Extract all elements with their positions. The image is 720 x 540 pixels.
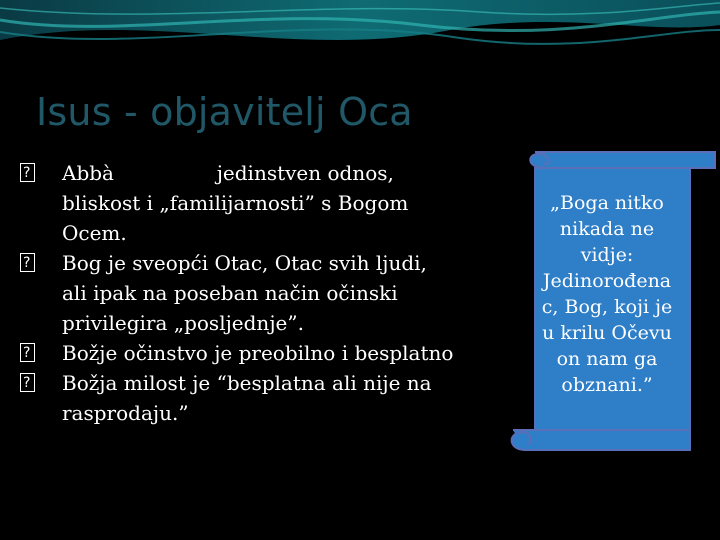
bullet-list	[20, 158, 530, 428]
quote-line: on nam ga	[556, 348, 658, 370]
quote-line: vidje:	[580, 244, 634, 266]
bullet-abba-line2: bliskost i „familijarnosti” s Bogom	[62, 191, 409, 215]
bullet-marker-icon	[20, 163, 35, 182]
abba-word: Abbà	[62, 161, 114, 185]
quote-line: u krilu Očevu	[542, 322, 672, 344]
quote-line: nikada ne	[559, 218, 655, 240]
scroll-quote	[532, 190, 682, 398]
bullet-abba	[20, 158, 530, 248]
bullet-abba-rest: jedinstven odnos,	[216, 161, 394, 185]
bullet-father	[20, 248, 530, 338]
bullet-marker-icon	[20, 373, 35, 392]
bullet-father-line2: ali ipak na poseban način očinski	[62, 281, 398, 305]
bullet-fatherhood-line1: Božje očinstvo je preobilno i besplatno	[62, 341, 454, 365]
quote-line: c, Bog, koji je	[541, 296, 673, 318]
bullet-marker-icon	[20, 343, 35, 362]
bullet-marker-icon	[20, 253, 35, 272]
bullet-fatherhood	[20, 338, 530, 368]
top-wave-band	[0, 0, 720, 70]
bullet-grace-line2: rasprodaju.”	[62, 401, 189, 425]
bullet-father-line1: Bog je sveopći Otac, Otac svih ljudi,	[62, 251, 427, 275]
quote-line: „Boga nitko	[550, 192, 664, 214]
slide-title: Isus - objavitelj Oca	[36, 90, 413, 134]
quote-line: Jedinorođena	[542, 270, 672, 292]
quote-line: obznani.”	[561, 374, 653, 396]
bullet-grace-line1: Božja milost je “besplatna ali nije na	[62, 371, 432, 395]
bullet-father-line3: privilegira „posljednje”.	[62, 311, 304, 335]
right-arrow-icon	[120, 164, 210, 186]
bullet-abba-line3: Ocem.	[62, 221, 127, 245]
bullet-grace	[20, 368, 530, 428]
